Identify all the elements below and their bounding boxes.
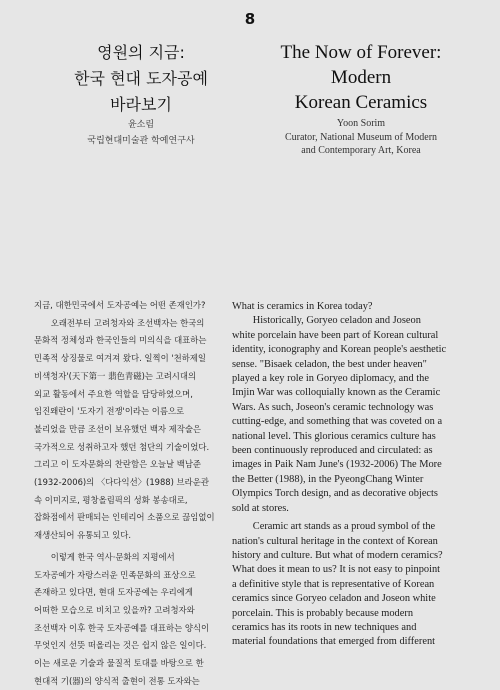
author-en-affiliation-line: Curator, National Museum of Modern [284, 131, 438, 143]
text-line: Olympics Torch design, and as decorative objects [232, 488, 438, 500]
text-line: 비색청자'(天下第一 翡色青磁)는 고려시대의 [34, 370, 197, 381]
title-ko-line: 바라보기 [110, 95, 172, 114]
text-line: 불리었을 만큼 조선이 보유했던 백자 제작술은 [34, 423, 202, 434]
text-line: white porcelain have been part of Korean cultural [232, 329, 439, 341]
text-line: ceramics has its roots in new techniques and [232, 621, 417, 633]
text-line: nation's cultural heritage in the context of Korean [232, 535, 438, 547]
author-en-affiliation-line: and Contemporary Art, Korea [301, 145, 421, 156]
text-line: the Better (1988), in the PyeongChang Winter [232, 473, 424, 485]
text-line: national level. This glorious ceramics culture has [232, 430, 436, 442]
title-korean [34, 40, 248, 118]
paragraph [34, 315, 248, 545]
text-line: sold at stores. [232, 502, 289, 514]
author-ko-name: 윤소림 [127, 120, 155, 130]
text-line: 외교 활동에서 주요한 역할을 담당하였으며, [34, 388, 193, 399]
text-line: (1932-2006)의 〈다다익선〉(1988) 브라운관 [34, 477, 209, 488]
author-english [248, 117, 474, 158]
text-line: played a key role in Goryeo diplomacy, and the [232, 373, 429, 385]
text-line: 조선백자 이후 한국 도자공예를 대표하는 양식이 [34, 622, 210, 633]
text-line: 이는 새로운 기술과 물질적 토대를 바탕으로 한 [34, 658, 204, 669]
text-line: 국가적으로 성취하고자 했던 첨단의 기술이었다. [34, 441, 210, 452]
text-line: 잡화점에서 판매되는 인테리어 소품으로 끊임없이 [34, 512, 215, 523]
paragraph [34, 549, 248, 690]
text-line: 무엇인지 선뜻 떠올리는 것은 쉽지 않은 일이다. [34, 640, 207, 651]
text-line: sense. "Bisaek celadon, the best under heaven" [232, 358, 427, 370]
text-line: material foundations that emerged from different [232, 636, 436, 648]
author-ko-affiliation: 국립현대미술관 학예연구사 [87, 136, 195, 146]
title-ko-line: 한국 현대 도자공예 [74, 69, 208, 88]
paragraph [232, 300, 472, 314]
body-korean [34, 297, 248, 690]
title-en-line: The Now of Forever: [280, 42, 442, 63]
text-line: What is ceramics in Korea today? [232, 301, 373, 312]
text-line: 재생산되어 유통되고 있다. [34, 530, 131, 541]
text-line: 속 이미지로, 평창올림픽의 성화 봉송대로, [34, 494, 188, 505]
text-line: 문화적 정체성과 한국인들의 미의식을 대표하는 [34, 335, 207, 346]
text-line: 지금, 대한민국에서 도자공예는 어떤 존재인가? [34, 300, 206, 310]
text-line: 그리고 이 도자문화의 찬란함은 오늘날 백남준 [34, 459, 202, 470]
text-line: 어떠한 모습으로 비치고 있을까? 고려청자와 [34, 604, 195, 615]
text-line: 존재하고 있다면, 현대 도자공예는 우리에게 [34, 587, 193, 598]
title-english [248, 40, 474, 115]
text-line: 임진왜란이 '도자기 전쟁'이라는 이름으로 [34, 406, 185, 417]
text-line: cutting-edge, and something that was coveted on a [232, 416, 443, 428]
author-en-name: Yoon Sorim [336, 118, 386, 129]
text-line: 이렇게 한국 역사·문화의 지평에서 [34, 551, 175, 562]
paragraph [232, 314, 472, 516]
text-line: What does it mean to us? It is not easy to pinpoint [232, 564, 441, 576]
text-line: history and culture. But what of modern ceramics? [232, 549, 443, 561]
author-korean [34, 117, 248, 149]
text-line: Ceramic art stands as a proud symbol of the [232, 521, 436, 533]
title-en-line: Korean Ceramics [294, 92, 428, 113]
text-line: 도자공예가 자랑스러운 민족문화의 표상으로 [34, 569, 196, 580]
text-line: Imjin War was colloquially known as the Ceramic [232, 387, 441, 399]
text-line: a definitive style that is representative of Korean [232, 578, 435, 590]
text-line: identity, iconography and Korean people's aesthetic [232, 344, 447, 356]
page-number: 8 [244, 10, 256, 28]
text-line: 현대적 기(器)의 양식적 출현이 전통 도자와는 [34, 675, 200, 686]
text-line: 오래전부터 고려청자와 조선백자는 한국의 [34, 317, 205, 328]
paragraph [232, 520, 472, 650]
text-line: Wars. As such, Joseon's ceramic technology was [232, 401, 434, 413]
paragraph [34, 297, 248, 315]
text-line: images in Paik Nam June's (1932-2006) The More [232, 459, 442, 471]
title-ko-line: 영원의 지금: [97, 43, 185, 62]
text-line: Historically, Goryeo celadon and Joseon [232, 315, 421, 327]
text-line: been continuously reproduced and circulated: as [232, 445, 433, 457]
text-line: 민족적 상징물로 여겨져 왔다. 일찍이 '천하제일 [34, 353, 206, 364]
text-line: ceramics since Goryeo celadon and Joseon white [232, 593, 436, 605]
body-english [232, 300, 472, 650]
text-line: porcelain. This is probably because modern [232, 607, 414, 619]
title-en-line: Modern [330, 67, 392, 88]
